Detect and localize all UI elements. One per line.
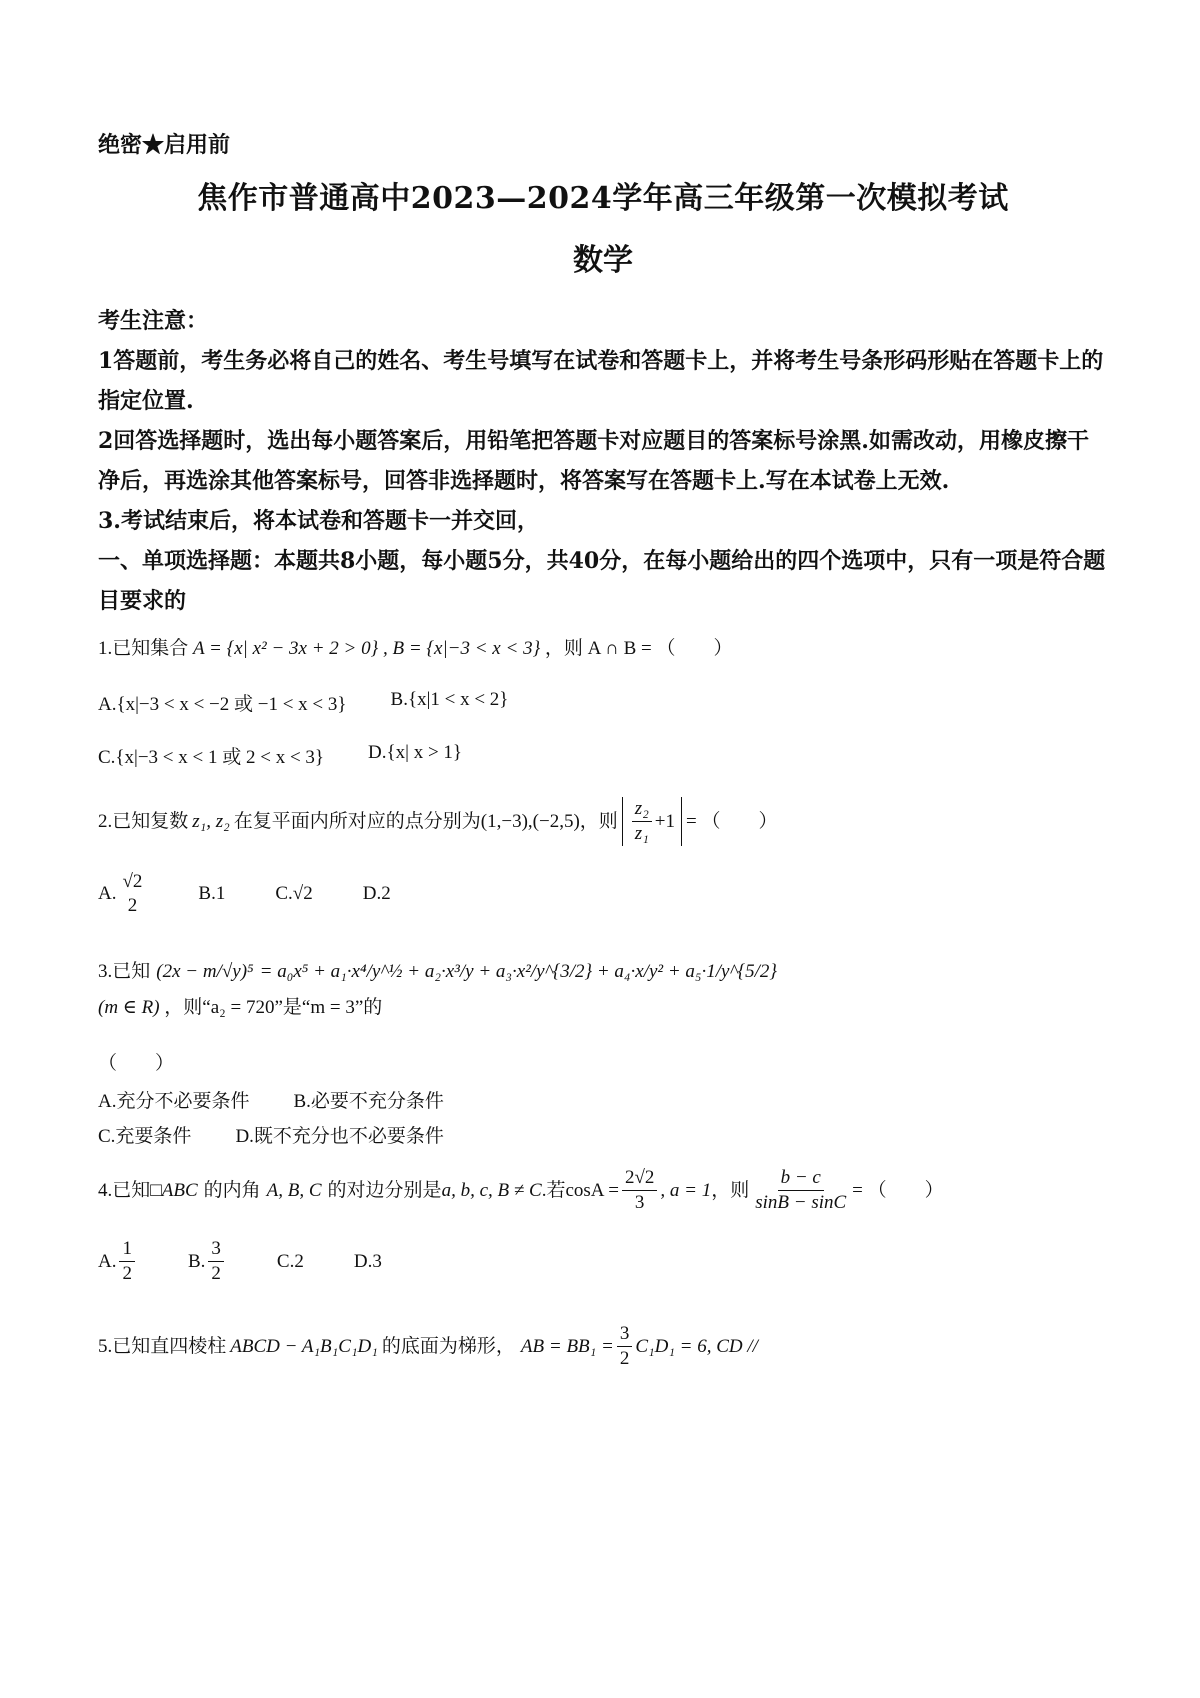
q2-option-d: D.2 [362, 883, 391, 904]
q4-mid2: 的对边分别是 [327, 1179, 442, 1201]
q4-option-d: D.3 [353, 1250, 382, 1272]
q5-prefix: 5.已知直四棱柱 [98, 1335, 227, 1357]
question-3 [98, 958, 1108, 1148]
q5-solid: ABCD − A₁B₁C₁D₁ [230, 1335, 378, 1357]
q2-abs-expression [622, 797, 682, 846]
q2-ask: = （ ） [686, 810, 778, 832]
q3-domain: (m ∈ R) [98, 997, 160, 1018]
exam-page [98, 128, 1108, 1371]
q4-option-c: C.2 [276, 1250, 304, 1272]
q4-option-b: B. $\frac{3}{2}$ [188, 1237, 227, 1286]
q3-rhs: = a₀x⁵ + a₁·x⁴/y^½ + a₂·x³/y + a₃·x²/y^{3/2} + a₄·x/y² + a₅·1/y^{5/2} [259, 961, 777, 982]
exam-title: 焦作市普通高中2023—2024学年高三年级第一次模拟考试 [197, 181, 1009, 216]
question-5 [98, 1322, 1108, 1371]
notice-item-3: 3.考试结束后，将本试卷和答题卡一并交回， [98, 508, 539, 534]
q3-blank: （ ） [98, 1053, 175, 1074]
q1-option-d: D.{x| x > 1} [368, 742, 463, 763]
q2-mid: 在复平面内所对应的点分别为 [233, 810, 481, 832]
q3-prefix: 3.已知 [98, 961, 151, 982]
q2-option-a: A. √2 2 [98, 870, 148, 918]
secret-label: 绝密★启用前 [98, 132, 231, 158]
section-1-heading: 一、单项选择题：本题共8小题，每小题5分，共40分，在每小题给出的四个选项中，只有一项是符合题目要求的 [98, 548, 1106, 614]
q2-then: ，则 [579, 810, 618, 832]
q1-set-b: , B = {x|−3 < x < 3} [382, 638, 541, 659]
q3-ask: ，则“a₂ = 720”是“m = 3”的 [164, 997, 383, 1018]
q2-option-a-den: 2 [127, 895, 138, 916]
q3-lhs: (2x − m/√y)⁵ [156, 961, 254, 982]
q5-eq2: C₁D₁ = 6, CD // [635, 1335, 758, 1357]
q3-option-c: C.充要条件 [98, 1126, 192, 1147]
notice-heading: 考生注意： [98, 308, 209, 334]
q4-triangle: ABC [161, 1179, 198, 1201]
question-2 [98, 797, 1108, 918]
q4-mid: 的内角 [203, 1179, 261, 1201]
q4-cos: cosA = [565, 1179, 619, 1201]
q4-then: ，则 [711, 1179, 750, 1201]
q4-expr-den: sinB − sinC [755, 1192, 847, 1213]
q2-plus-one: +1 [654, 810, 676, 832]
q4-cos-num: 2√2 [622, 1166, 657, 1191]
q4-expr-num: b − c [778, 1166, 824, 1191]
q1-prefix: 1.已知集合 [98, 638, 189, 659]
q2-frac-den: z₁ [634, 823, 649, 844]
question-4 [98, 1166, 1108, 1286]
q5-frac-num: 3 [617, 1322, 633, 1347]
q1-option-a: A.{x|−3 < x < −2 或 −1 < x < 3} [98, 694, 347, 715]
q3-option-b: B.必要不充分条件 [293, 1091, 444, 1112]
q5-frac-den: 2 [619, 1348, 630, 1369]
q4-ask: = （ ） [852, 1179, 944, 1201]
subject-title: 数学 [573, 243, 633, 278]
q1-ask: ，则 A ∩ B = （ ） [544, 638, 733, 659]
q2-prefix: 2.已知复数 [98, 810, 189, 832]
q4-a-value: , a = 1 [660, 1179, 712, 1201]
q4-prefix: 4.已知 [98, 1179, 151, 1201]
q5-eq1: AB = BB₁ = [520, 1335, 614, 1357]
q1-option-c: C.{x|−3 < x < 1 或 2 < x < 3} [98, 747, 325, 768]
q4-box: □ [150, 1179, 162, 1201]
notice-item-1: 1答题前，考生务必将自己的姓名、考生号填写在试卷和答题卡上，并将考生号条形码形贴在答题卡上的指定位置. [98, 348, 1104, 414]
q2-vars: z₁, z₂ [192, 810, 230, 832]
q2-option-c: C.√2 [275, 883, 313, 904]
q4-given: .若 [541, 1179, 566, 1201]
notice-item-2: 2回答选择题时，选出每小题答案后，用铅笔把答题卡对应题目的答案标号涂黑.如需改动，用橡皮擦干净后，再选涂其他答案标号，回答非选择题时，将答案写在答题卡上.写在本试卷上无效. [98, 428, 1089, 494]
q1-option-b: B.{x|1 < x < 2} [390, 689, 509, 710]
q2-option-a-num: √2 [122, 871, 143, 892]
q4-option-a: A. $\frac{1}{2}$ [98, 1237, 138, 1286]
q3-option-a: A.充分不必要条件 [98, 1091, 250, 1112]
question-1 [98, 635, 1108, 769]
q3-option-d: D.既不充分也不必要条件 [235, 1126, 444, 1147]
q2-points: (1,−3),(−2,5) [480, 810, 580, 832]
q5-mid: 的底面为梯形， [381, 1335, 515, 1357]
q4-cos-den: 3 [634, 1192, 645, 1213]
q4-angles: A, B, C [266, 1179, 322, 1201]
q2-frac-num: z₂ [632, 797, 652, 822]
q2-option-b: B.1 [198, 883, 226, 904]
notice-block [98, 301, 1108, 541]
q1-set-a: A = {x| x² − 3x + 2 > 0} [193, 638, 379, 659]
q4-sides: a, b, c, B ≠ C [441, 1179, 542, 1201]
